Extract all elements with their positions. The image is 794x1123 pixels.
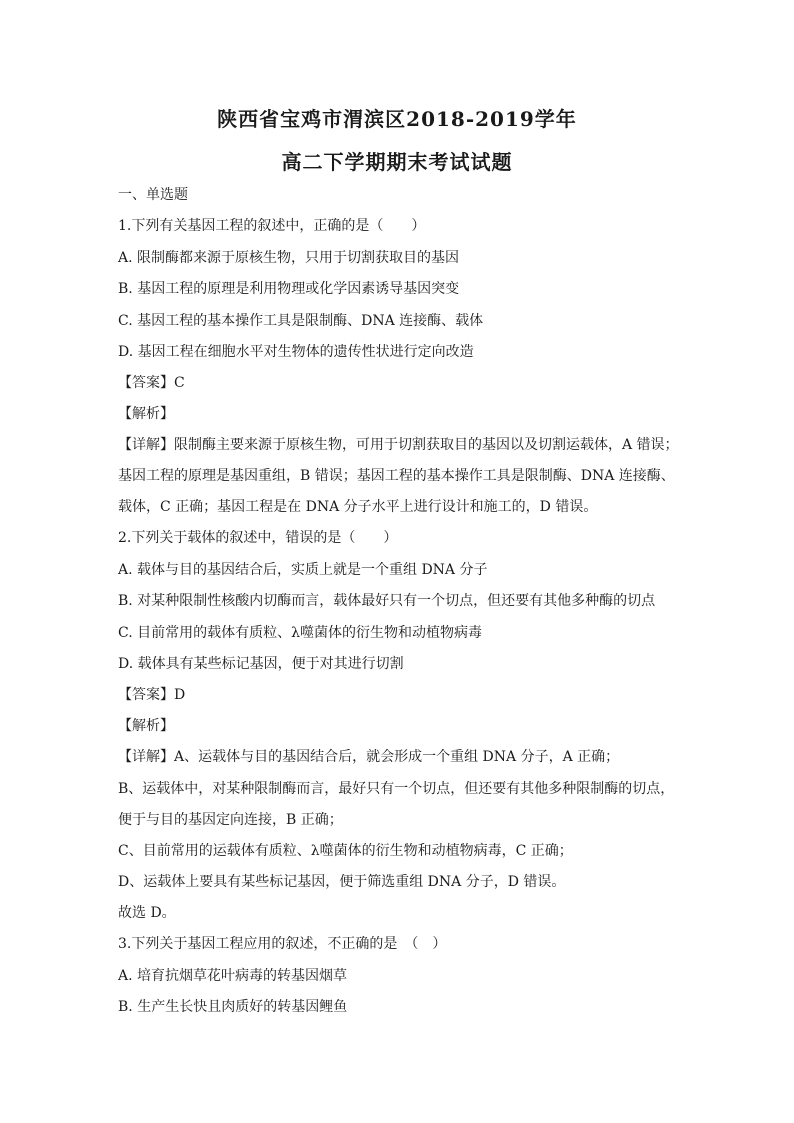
question-2-stem: 2.下列关于载体的叙述中，错误的是（ ） [118, 530, 398, 546]
document-title-line-1: 陕西省宝鸡市渭滨区2018-2019学年 [217, 107, 577, 131]
question-1-explanation-line: 载体，C 正确；基因工程是在 DNA 分子水平上进行设计和施工的，D 错误。 [118, 499, 598, 515]
question-2-explanation-line: 便于与目的基因定向连接，B 正确； [118, 812, 343, 828]
question-2-option-b: B. 对某种限制性核酸内切酶而言，载体最好只有一个切点，但还要有其他多种酶的切点 [118, 593, 656, 609]
question-2-option-d: D. 载体具有某些标记基因，便于对其进行切割 [118, 656, 404, 672]
question-1-option-a: A. 限制酶都来源于原核生物，只用于切割获取目的基因 [118, 250, 460, 266]
question-2-explanation-line: B、运载体中，对某种限制酶而言，最好只有一个切点，但还要有其他多种限制酶的切点， [118, 781, 675, 797]
question-2-answer: 【答案】D [118, 687, 186, 703]
question-1-answer: 【答案】C [118, 375, 185, 391]
question-3-option-b: B. 生产生长快且肉质好的转基因鲤鱼 [118, 999, 348, 1015]
question-2-analysis-label: 【解析】 [118, 718, 174, 734]
question-2-explanation-line: C、目前常用的运载体有质粒、λ噬菌体的衍生物和动植物病毒，C 正确； [118, 843, 573, 859]
question-3-stem: 3.下列关于基因工程应用的叙述，不正确的是 （ ） [118, 936, 447, 952]
question-2-option-c: C. 目前常用的载体有质粒、λ噬菌体的衍生物和动植物病毒 [118, 625, 482, 641]
question-1-explanation-line: 【详解】限制酶主要来源于原核生物，可用于切割获取目的基因以及切割运载体，A 错误； [118, 437, 679, 453]
question-2-explanation-line: D、运载体上要具有某些标记基因，便于筛选重组 DNA 分子，D 错误。 [118, 874, 566, 890]
question-2-conclusion: 故选 D。 [118, 905, 176, 921]
section-heading: 一、单选题 [118, 187, 188, 203]
document-title-line-2: 高二下学期期末考试试题 [281, 150, 513, 174]
question-1-option-d: D. 基因工程在细胞水平对生物体的遗传性状进行定向改造 [118, 344, 474, 360]
question-1-analysis-label: 【解析】 [118, 406, 174, 422]
question-2-explanation-line: 【详解】A、运载体与目的基因结合后，就会形成一个重组 DNA 分子，A 正确； [118, 749, 620, 765]
question-2-option-a: A. 载体与目的基因结合后，实质上就是一个重组 DNA 分子 [118, 562, 488, 578]
question-1-explanation-line: 基因工程的原理是基因重组，B 错误；基因工程的基本操作工具是限制酶、DNA 连接酶、 [118, 468, 675, 484]
question-3-option-a: A. 培育抗烟草花叶病毒的转基因烟草 [118, 968, 348, 984]
question-1-option-c: C. 基因工程的基本操作工具是限制酶、DNA 连接酶、载体 [118, 313, 484, 329]
question-1-stem: 1.下列有关基因工程的叙述中，正确的是（ ） [118, 218, 426, 234]
question-1-option-b: B. 基因工程的原理是利用物理或化学因素诱导基因突变 [118, 281, 460, 297]
